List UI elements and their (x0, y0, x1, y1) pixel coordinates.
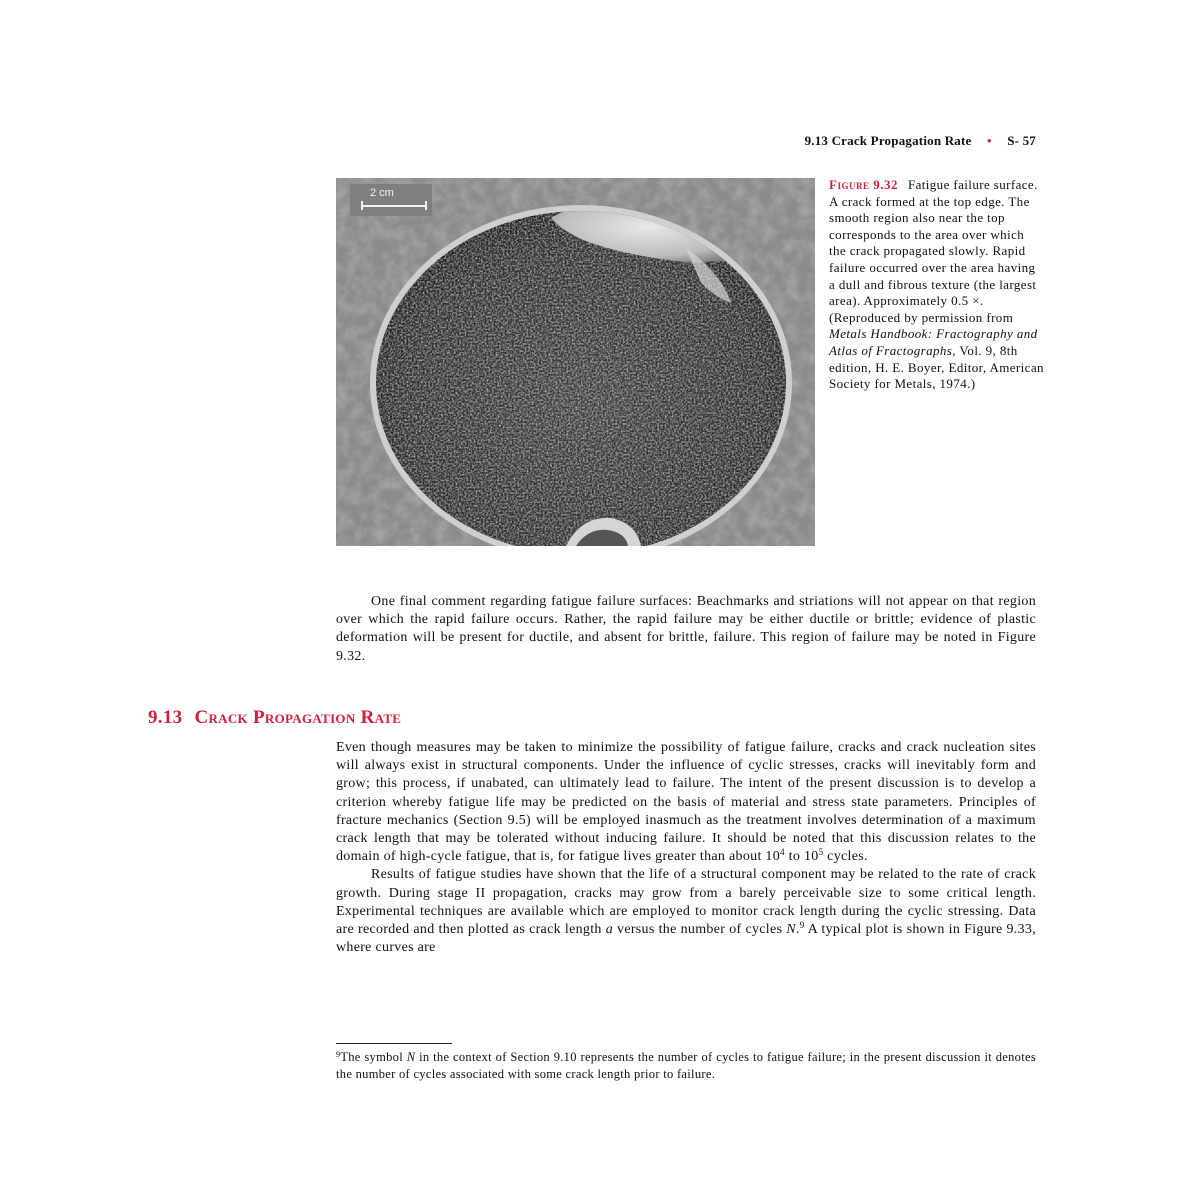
section-heading (148, 707, 401, 729)
figure-label: Figure 9.32 (829, 177, 898, 192)
figure-caption (829, 177, 1044, 393)
paragraph-text: Results of fatigue studies have shown that the life of a structural component may be related to the rate of crack growth. During stage II propagation, cracks may grow from a barely perceivable size to some critical length. Experimental techniques are available which are employed to monitor crack length during the cyclic stressing. Data are recorded and then plotted as crack length (336, 867, 1036, 938)
exponent: 4 (780, 847, 785, 858)
footnote-reference: 9 (799, 920, 805, 931)
footnote-divider (336, 1043, 452, 1044)
section-body (336, 739, 1036, 957)
paragraph-text: Even though measures may be taken to minimize the possibility of fatigue failure, cracks and crack nucleation sites will always exist in structural components. Under the influence of cyclic stresses, cracks will inevitably form and grow; this process, if unabated, can ultimately lead to failure. The intent of the present discussion is to develop a criterion whereby fatigue life may be predicted on the basis of material and stress state parameters. Principles of fracture mechanics (Section 9.5) will be employed inasmuch as the treatment involves determination of a maximum crack length that may be tolerated without inducing failure. It should be noted that this discussion relates to the domain of high-cycle fatigue, that is, for fatigue lives greater than about 10 (336, 740, 1036, 865)
paragraph-text: versus the number of cycles (613, 922, 787, 938)
section-number: 9.13 (148, 707, 183, 728)
footnote-mark: 9 (336, 1050, 341, 1059)
footnote-text: The symbol (340, 1050, 407, 1064)
running-head-section: 9.13 Crack Propagation Rate (804, 133, 972, 148)
scale-bar-label: 2 cm (370, 187, 394, 199)
paragraph-text: to 10 (784, 849, 819, 865)
footnote-variable: N (406, 1050, 416, 1064)
running-head (560, 133, 1036, 149)
variable-N: N (786, 922, 796, 938)
page-number: S- 57 (1007, 133, 1036, 148)
caption-text: Fatigue failure surface. A crack formed at the top edge. The smooth region also near the top corresponds to the area over which the crack propagated slowly. Rapid failure occurred over the area having a dull and fibrous texture (the largest area). Approximately 0.5 ×. (Reproduced by permission from (829, 177, 1038, 325)
section-title: Crack Propagation Rate (194, 707, 402, 728)
caption-source-details: Vol. 9, 8th edition, H. E. Boyer, Editor, American Society for Metals, 1974.) (829, 342, 1044, 392)
intro-paragraph: One final comment regarding fatigue failure surfaces: Beachmarks and striations will not appear on that region over which the rapid failure occurs. Rather, the rapid failure may be either ductile or brittle; evidence of plastic deformation will be present for ductile, and absent for brittle, failure. This region of failure may be noted in Figure 9.32. (336, 594, 1036, 664)
paragraph-text: A typical plot is shown in Figure 9.33, where curves are (336, 922, 1036, 956)
footnote (336, 1049, 1036, 1083)
section-paragraph-1 (336, 739, 1036, 866)
intro-paragraph-block (336, 593, 1036, 666)
paragraph-text: cycles. (823, 849, 868, 865)
variable-a: a (605, 922, 614, 938)
section-paragraph-2: Results of fatigue studies have shown that the life of a structural component may be related to the rate of crack growth. During stage II propagation, cracks may grow from a barely perceivable size to some critical length. Experimental techniques are available which are employed to monitor crack length during the cyclic stressing. Data are recorded and then plotted as crack length a versus the number of cycles N.$^9$ A typical plot is shown in Figure 9.33, where curves are (336, 867, 1036, 956)
fatigue-fracture-photo (336, 178, 815, 546)
exponent: 5 (818, 847, 824, 858)
caption-source-title: Metals Handbook: Fractography and Atlas of Fractographs, (829, 326, 1038, 358)
running-head-bullet: • (986, 133, 992, 148)
footnote-text: in the context of Section 9.10 represents the number of cycles to fatigue failure; in the present discussion it denotes the number of cycles associated with some crack length prior to failure. (336, 1050, 1037, 1082)
